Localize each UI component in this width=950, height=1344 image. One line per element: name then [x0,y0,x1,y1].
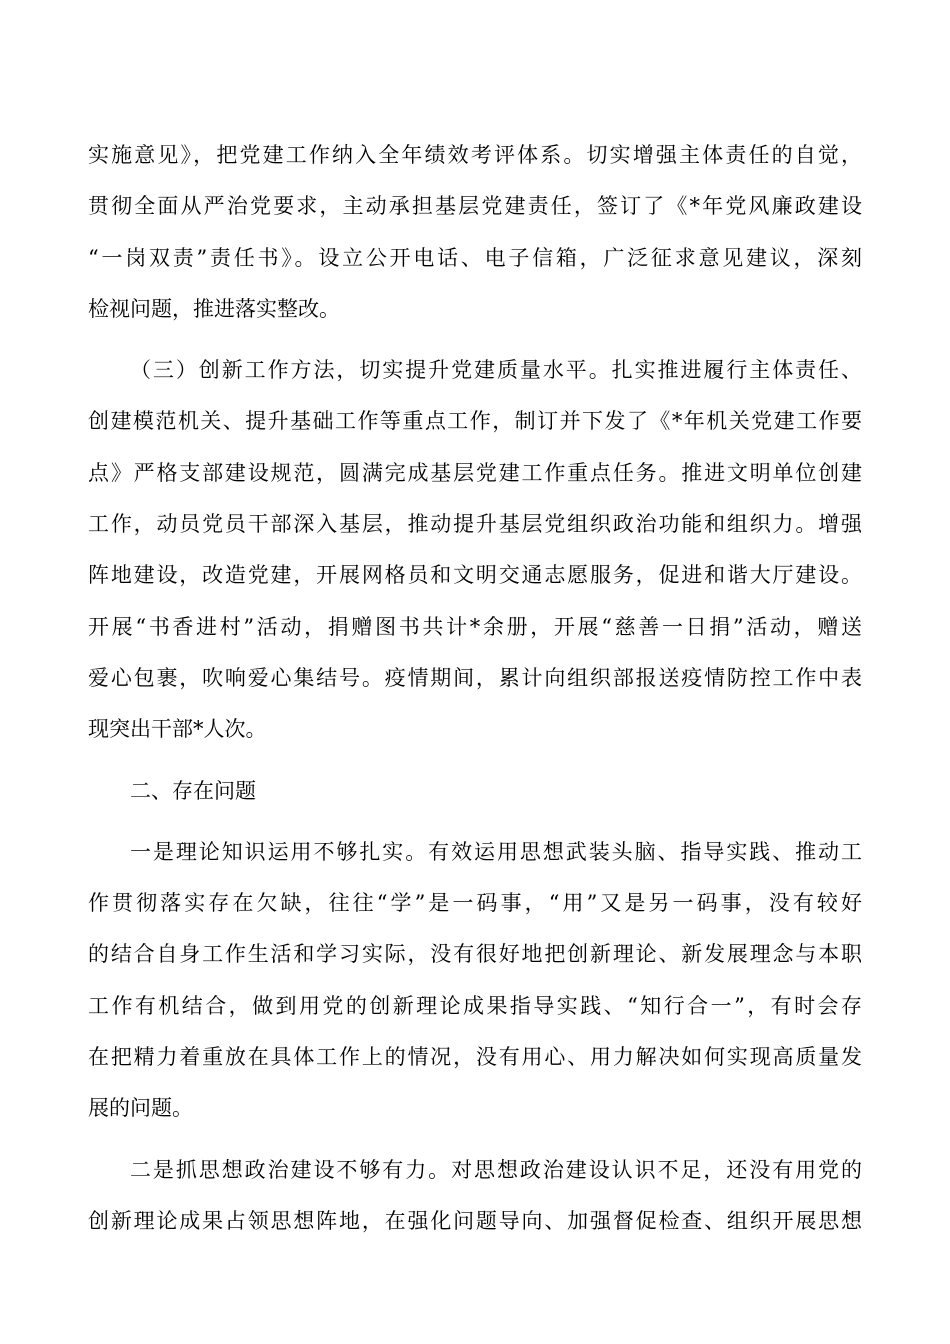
section-heading-problems [88,766,862,817]
text-line: 贯彻全面从严治党要求，主动承担基层党建责任，签订了《*年党风廉政建设 [88,194,862,219]
text-line: 在把精力着重放在具体工作上的情况，没有用心、用力解决如何实现高质量发 [88,1045,862,1070]
text-line: 二是抓思想政治建设不够有力。对思想政治建设认识不足，还没有用党的 [130,1157,862,1182]
text-line: 检视问题，推进落实整改。 [88,296,340,321]
paragraph-accountability [88,130,862,335]
text-line: 现突出干部*人次。 [88,717,267,742]
text-line: 工作，动员党员干部深入基层，推动提升基层党组织政治功能和组织力。增强 [88,512,862,537]
document-page [88,130,862,1257]
text-line: 创建模范机关、提升基础工作等重点工作，制订并下发了《*年机关党建工作要 [88,409,862,434]
text-line: （三）创新工作方法，切实提升党建质量水平。扎实推进履行主体责任、 [130,358,862,383]
text-line: 点》严格支部建设规范，圆满完成基层党建工作重点任务。推进文明单位创建 [88,460,862,485]
text-line: 实施意见》，把党建工作纳入全年绩效考评体系。切实增强主体责任的自觉， [88,143,862,167]
text-line: 一是理论知识运用不够扎实。有效运用思想武装头脑、指导实践、推动工 [130,839,862,864]
paragraph-problem-two [88,1145,862,1248]
text-line: 阵地建设，改造党建，开展网格员和文明交通志愿服务，促进和谐大厅建设。 [88,563,862,588]
text-line: “一岗双责”责任书》。设立公开电话、电子信箱，广泛征求意见建议，深刻 [88,245,862,270]
text-line: 爱心包裹，吹响爱心集结号。疫情期间，累计向组织部报送疫情防控工作中表 [88,665,862,690]
text-line: 的结合自身工作生活和学习实际，没有很好地把创新理论、新发展理念与本职 [88,942,862,967]
text-line: 作贯彻落实存在欠缺，往往“学”是一码事，“用”又是另一码事，没有较好 [88,891,862,916]
text-line: 展的问题。 [88,1096,193,1121]
section-heading: 二、存在问题 [130,778,256,803]
text-line: 创新理论成果占领思想阵地，在强化问题导向、加强督促检查、组织开展思想 [88,1208,862,1233]
paragraph-problem-one [88,827,862,1135]
paragraph-section-three [88,345,862,755]
text-line: 工作有机结合，做到用党的创新理论成果指导实践、“知行合一”，有时会存 [88,993,862,1018]
text-line: 开展“书香进村”活动，捐赠图书共计*余册，开展“慈善一日捐”活动，赠送 [88,614,862,639]
